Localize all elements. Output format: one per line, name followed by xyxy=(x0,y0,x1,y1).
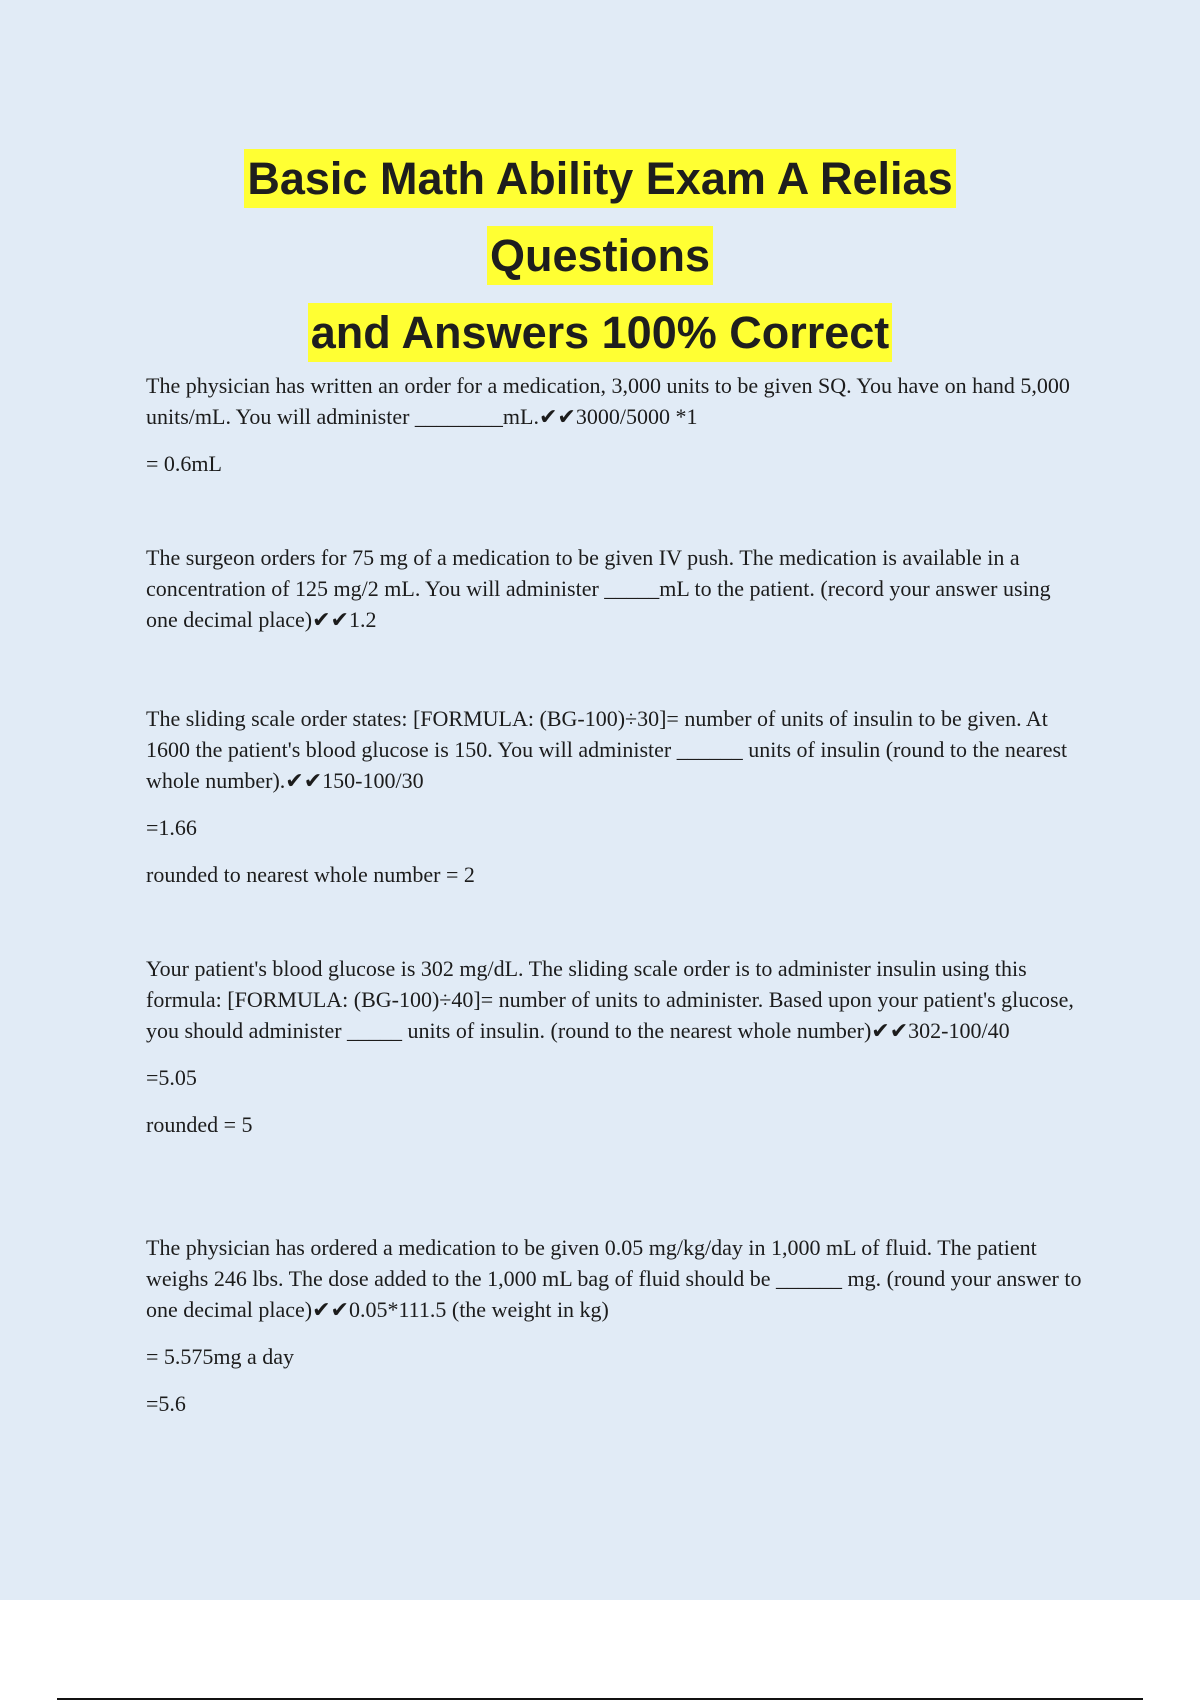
answer-line: rounded = 5 xyxy=(146,1112,253,1137)
answer-line: =1.66 xyxy=(146,815,197,840)
answer-line: =5.6 xyxy=(146,1391,186,1416)
question-item-4 xyxy=(146,953,1086,1140)
title-highlight: Questions xyxy=(487,226,713,285)
answer-line: = 0.6mL xyxy=(146,451,222,476)
question-text: The physician has ordered a medication to be given 0.05 mg/kg/day in 1,000 mL of fluid. The patient weighs 246 lbs. The dose added to the 1,000 mL bag of fluid should be ______ mg. (round your answer to one decimal place)✔✔0.05*111.5 (the weight in kg) xyxy=(146,1235,1082,1322)
question-item-1 xyxy=(146,370,1086,479)
title-highlight: and Answers 100% Correct xyxy=(308,303,893,362)
question-text: The sliding scale order states: [FORMULA: (BG-100)÷30]= number of units of insulin to be given. At 1600 the patient's blood glucose is 150. You will administer ______ units of insulin (round to the nearest whole number).✔✔150-100/30 xyxy=(146,706,1068,793)
title-highlight: Basic Math Ability Exam A Relias xyxy=(244,149,955,208)
document-title xyxy=(0,140,1200,371)
answer-line: = 5.575mg a day xyxy=(146,1344,295,1369)
answer-line: rounded to nearest whole number = 2 xyxy=(146,862,475,887)
question-item-2 xyxy=(146,542,1086,635)
title-line-3 xyxy=(0,294,1200,371)
question-item-3 xyxy=(146,703,1086,890)
title-line-1 xyxy=(0,140,1200,217)
question-item-5 xyxy=(146,1232,1086,1419)
question-text: The surgeon orders for 75 mg of a medication to be given IV push. The medication is available in a concentration of 125 mg/2 mL. You will administer _____mL to the patient. (record your answer using one decimal place)✔✔1.2 xyxy=(146,545,1051,632)
answer-line: =5.05 xyxy=(146,1065,197,1090)
question-text: Your patient's blood glucose is 302 mg/dL. The sliding scale order is to administer insulin using this formula: [FORMULA: (BG-100)÷40]= number of units to administer. Based upon your patient's glucose, you should administer _____ units of insulin. (round to the nearest whole number)✔✔302-100/40 xyxy=(146,956,1074,1043)
question-text: The physician has written an order for a medication, 3,000 units to be given SQ. You have on hand 5,000 units/mL. You will administer ________mL.✔✔3000/5000 *1 xyxy=(146,373,1070,429)
title-line-2 xyxy=(0,217,1200,294)
